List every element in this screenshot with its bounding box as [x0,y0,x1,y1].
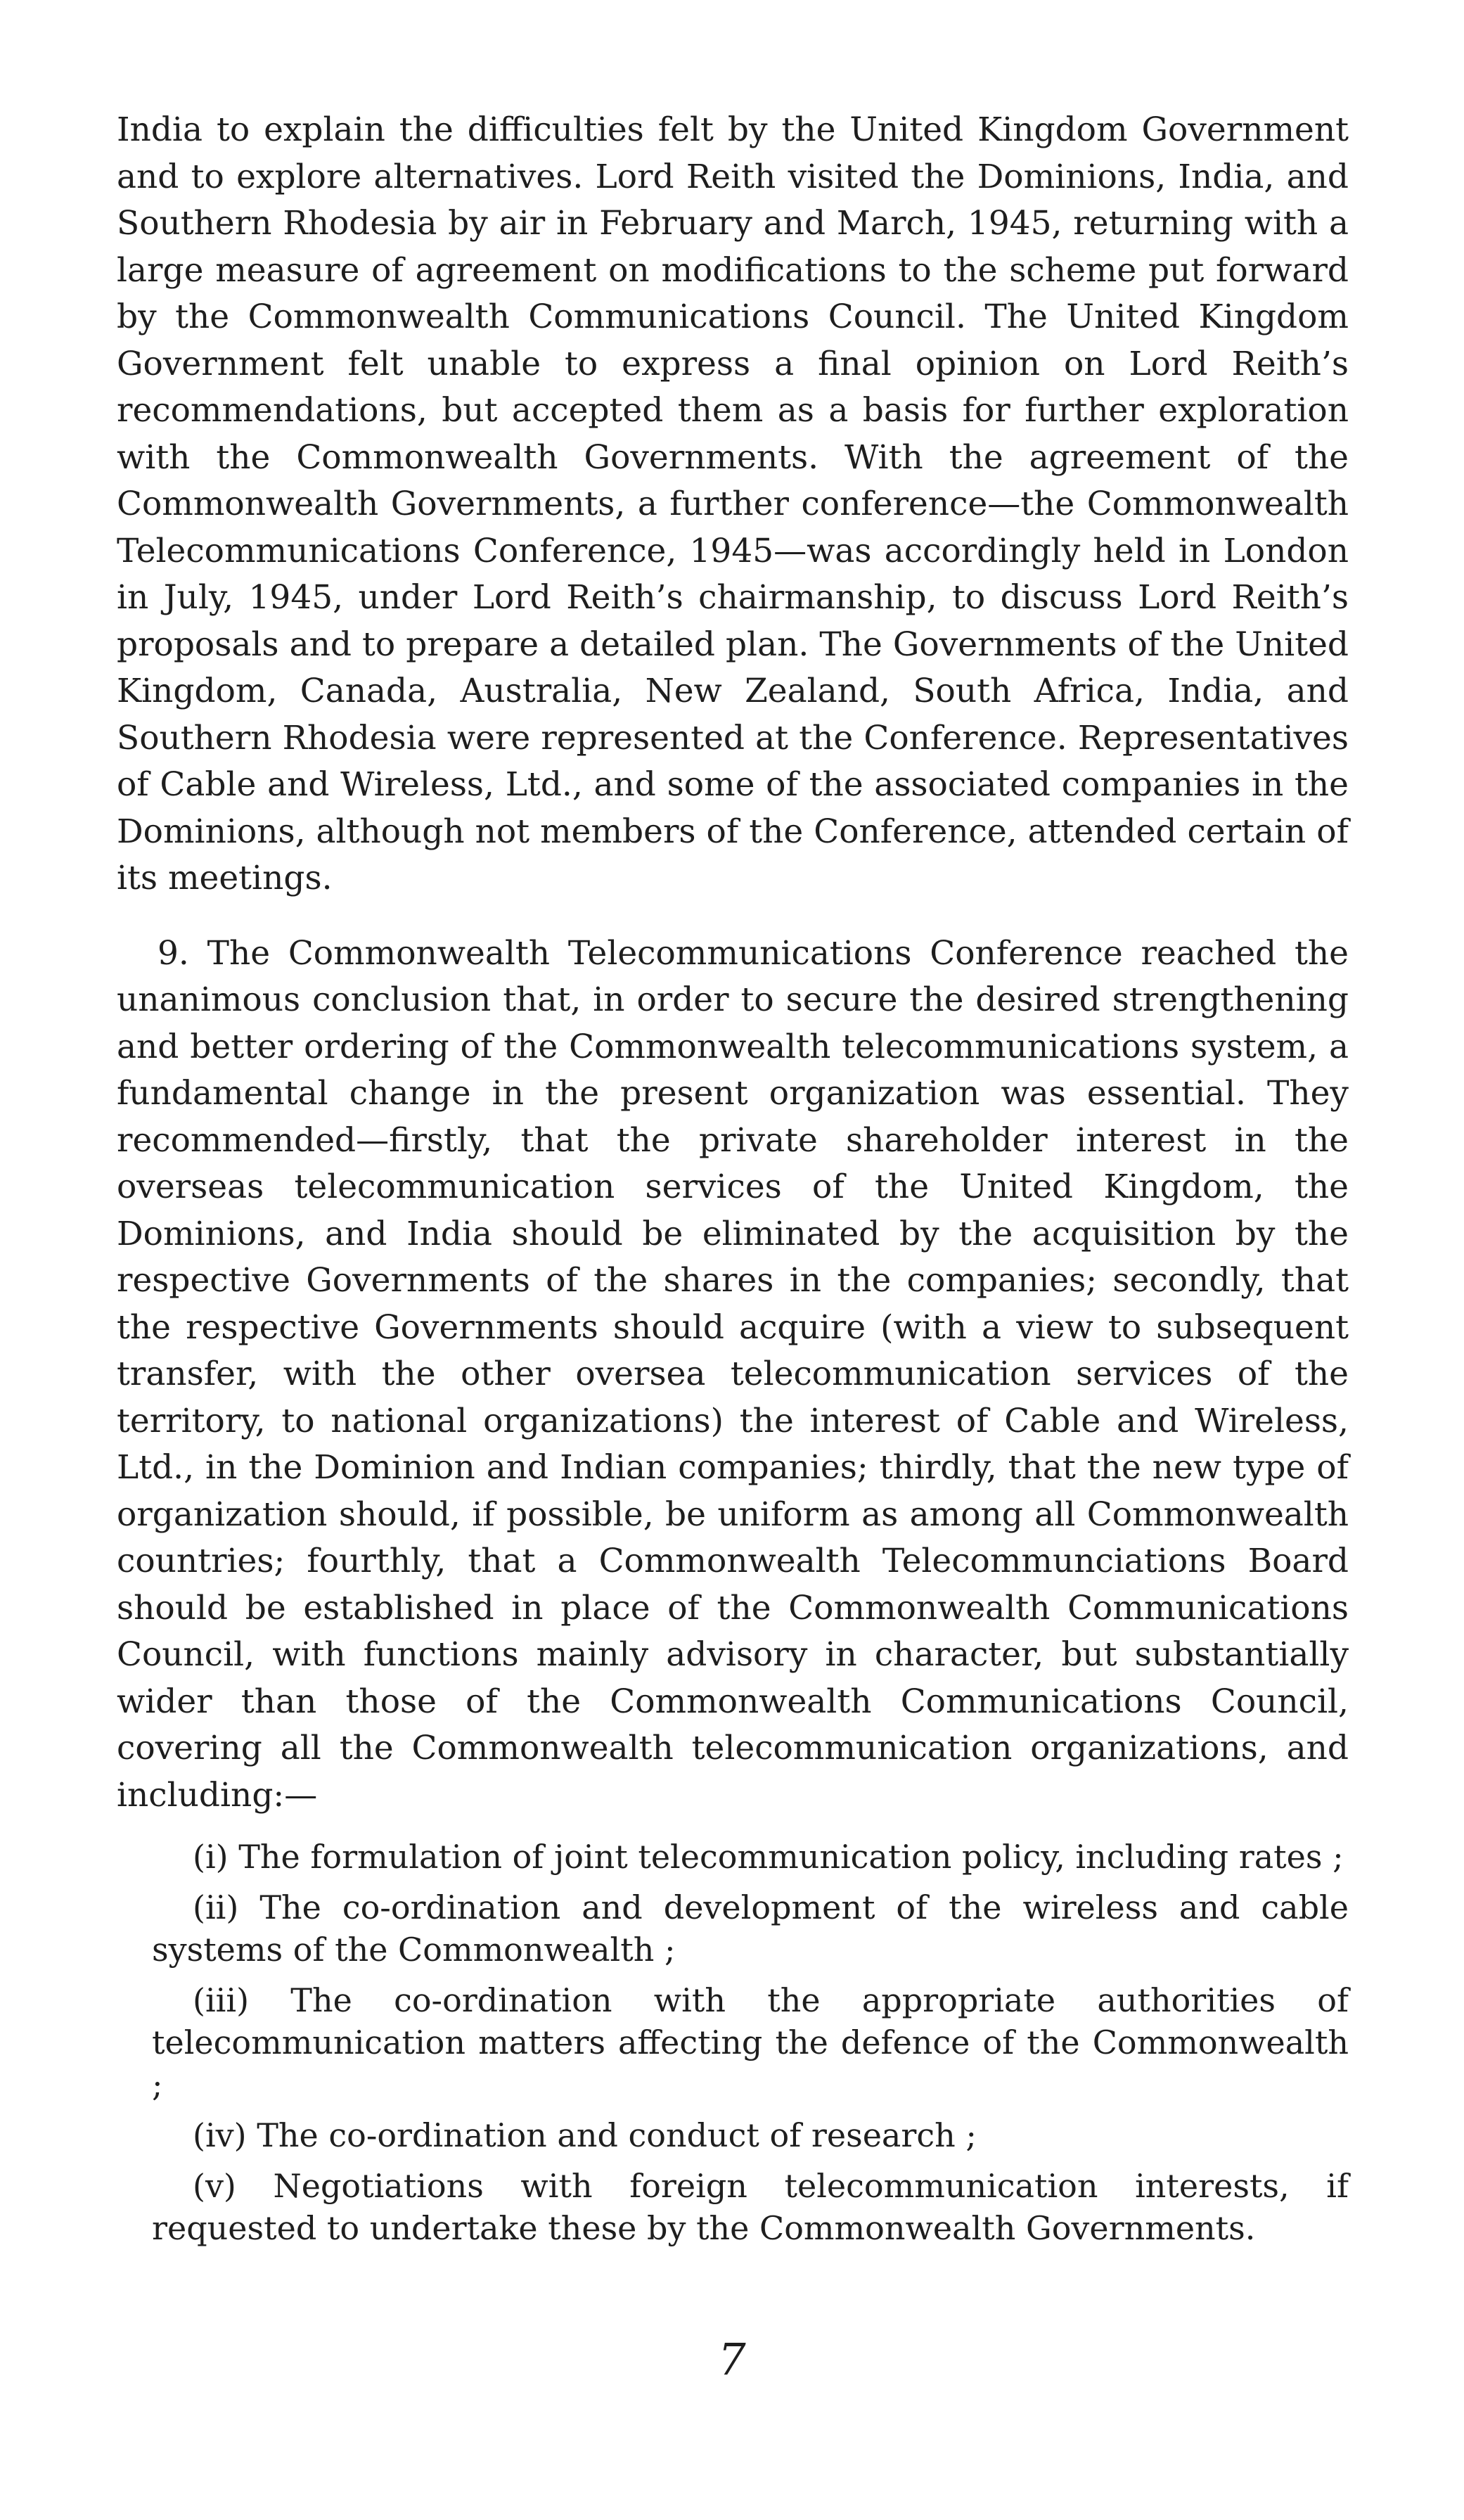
list-item: (ii) The co-ordination and development of the wireless and cable systems of the Commonwealth ; [152,1888,1349,1969]
list-item: (iv) The co-ordination and conduct of research ; [193,2116,977,2154]
functions-list [117,1836,1349,2249]
list-item: (v) Negotiations with foreign telecommunication interests, if requested to undertake these by the Commonwealth Governments. [152,2167,1349,2247]
page-number: 7 [718,2334,746,2385]
document-page [117,107,1349,2258]
paragraph-9: 9. The Commonwealth Telecommunications Conference reached the unanimous conclusion that, in order to secure the desired strengthening and better ordering of the Commonwealth telecommunications system, a fundamental change in the present organization was essential. They recommended—firstly, that the private shareholder interest in the overseas telecommunication services of the United Kingdom, the Dominions, and India should be eliminated by the acquisition by the respective Governments of the shares in the companies; secondly, that the respective Governments should acquire (with a view to subsequent transfer, with the other oversea telecommunication services of the territory, to national organizations) the interest of Cable and Wireless, Ltd., in the Dominion and Indian companies; thirdly, that the new type of organization should, if possible, be uniform as among all Commonwealth countries; fourthly, that a Commonwealth Telecommunciations Board should be established in place of the Commonwealth Communications Council, with functions mainly advisory in character, but substantially wider than those of the Commonwealth Communications Council, covering all the Commonwealth telecommunication organizations, and including:— [117,933,1349,1815]
list-item: (iii) The co-ordination with the appropriate authorities of telecommunication matters affecting the defence of the Commonwealth ; [152,1981,1349,2104]
paragraph-continuation: India to explain the difficulties felt by the United Kingdom Government and to explore alternatives. Lord Reith visited the Dominions, India, and Southern Rhodesia by air in February and March, 1945, returning with a large measure of agreement on modifications to the scheme put forward by the Commonwealth Communications Council. The United Kingdom Government felt unable to express a final opinion on Lord Reith’s recommendations, but accepted them as a basis for further exploration with the Commonwealth Governments. With the agreement of the Commonwealth Governments, a further conference—the Commonwealth Telecommunications Conference, 1945—was accordingly held in London in July, 1945, under Lord Reith’s chairmanship, to discuss Lord Reith’s proposals and to prepare a detailed plan. The Governments of the United Kingdom, Canada, Australia, New Zealand, South Africa, India, and Southern Rhodesia were represented at the Conference. Representatives of Cable and Wireless, Ltd., and some of the associated companies in the Dominions, although not members of the Conference, attended certain of its meetings. [117,110,1349,897]
list-item: (i) The formulation of joint telecommunication policy, including rates ; [193,1838,1344,1876]
